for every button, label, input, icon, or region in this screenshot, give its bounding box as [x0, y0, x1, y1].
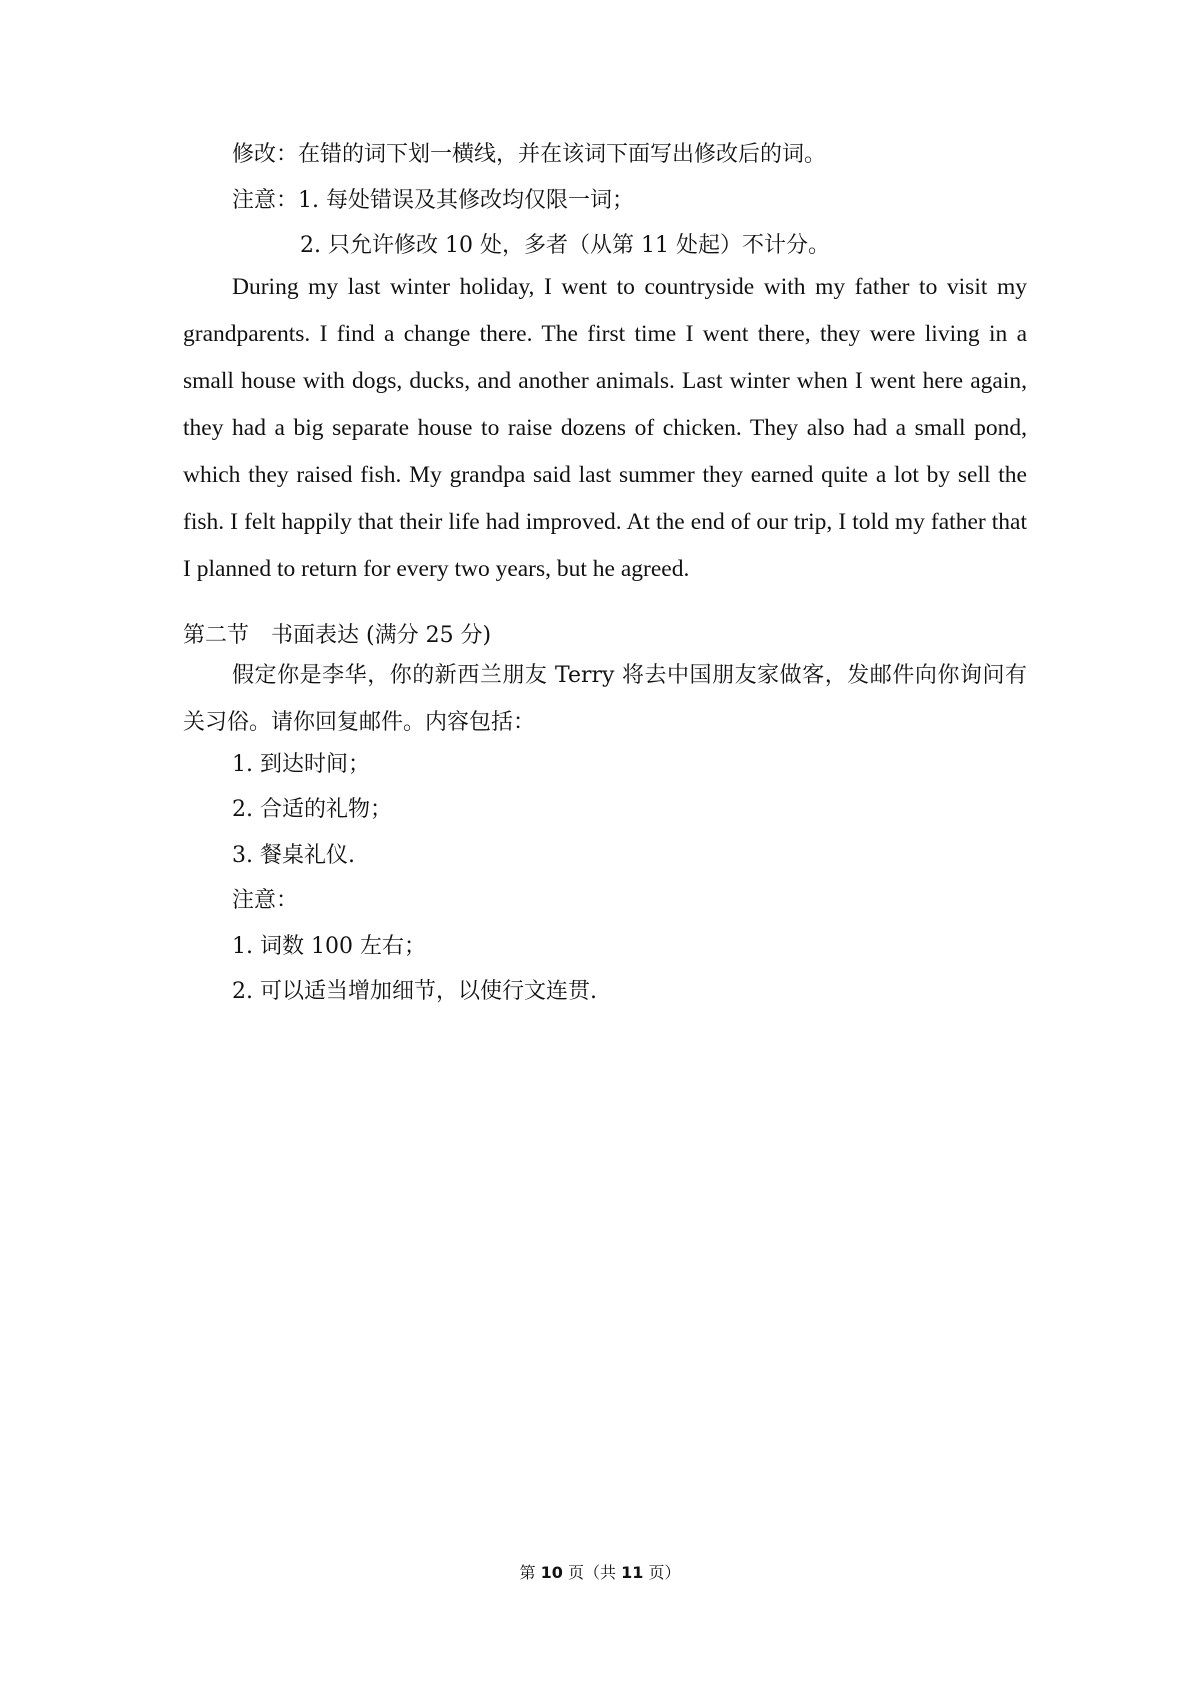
footer-middle: 页（共	[562, 1563, 622, 1582]
content-item-1: 1. 到达时间；	[232, 752, 370, 777]
footer-prefix: 第	[519, 1563, 541, 1582]
footer-suffix: 页）	[643, 1563, 681, 1582]
writing-prompt: 假定你是李华，你的新西兰朋友 Terry 将去中国朋友家做客，发邮件向你询问有关习俗。请你回复邮件。内容包括：	[183, 663, 1027, 735]
section-2-heading: 第二节 书面表达 (满分 25 分)	[183, 623, 492, 648]
content-item-2: 2. 合适的礼物；	[232, 797, 392, 822]
notes-label: 注意：	[232, 888, 299, 913]
note-item-2: 2. 可以适当增加细节，以使行文连贯.	[232, 979, 597, 1004]
total-pages: 11	[621, 1563, 644, 1582]
page-number: 10	[540, 1563, 563, 1582]
content-item-3: 3. 餐桌礼仪.	[232, 843, 355, 868]
note-line-1: 注意：1. 每处错误及其修改均仅限一词；	[232, 188, 634, 213]
page-footer	[0, 1562, 1200, 1584]
edit-rule-text: 修改：在错的词下划一横线，并在该词下面写出修改后的词。	[232, 142, 827, 167]
error-correction-passage: During my last winter holiday, I went to countryside with my father to visit my grandparents. I find a change there. The first time I went there, they were living in a small house with dogs, ducks, and another animals. Last winter when I went here again, they had a big separate house to raise dozens of chicken. They also had a small pond, which they raised fish. My grandpa said last summer they earned quite a lot by sell the fish. I felt happily that their life had improved. At the end of our trip, I told my father that I planned to return for every two years, but he agreed.	[183, 274, 1027, 582]
note-item-1: 1. 词数 100 左右；	[232, 934, 426, 959]
note-line-2: 2. 只允许修改 10 处，多者（从第 11 处起）不计分。	[300, 233, 830, 258]
